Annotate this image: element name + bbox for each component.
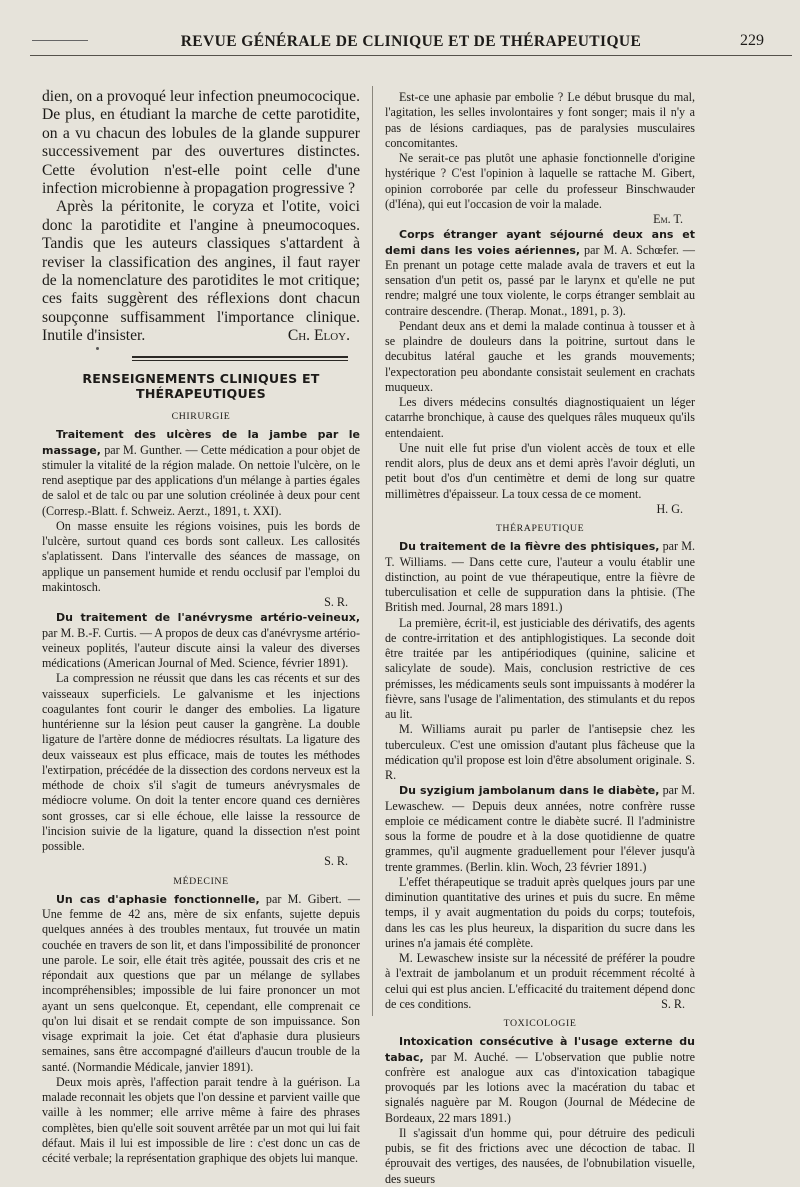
article: Corps étranger ayant séjourné deux ans et demi dans les voies aériennes, par M. A. Schœfer. — En prenant un potage cette malade avala de travers et eut la sensation d'un petit os, passé par le larynx et qu'elle ne put rendre; malgré une toux violente, le corps étranger semblait au contraire descendre. (Therap. Monat., 1891, p. 3). <box>385 228 696 318</box>
signature: S. R. <box>385 752 695 782</box>
article-title: Corps étranger ayant séjourné deux ans et demi dans les voies aériennes, <box>385 228 695 257</box>
article-title: Intoxication consécutive à l'usage externe du tabac, <box>385 1035 695 1064</box>
right-column <box>385 90 695 1187</box>
paragraph: Les divers médecins consultés diagnostiquaient un léger catarrhe bronchique, à cause des quelques râles muqueux qu'ils entendaient. <box>385 395 695 440</box>
subsection-heading: MÉDECINE <box>173 875 229 887</box>
signature: S. R. <box>324 854 348 869</box>
article-title: Du traitement de la fièvre des phtisiques, <box>399 540 660 554</box>
paragraph: Il s'agissait d'un homme qui, pour détruire des pediculi pubis, se fit des frictions avec une décoction de tabac. Il éprouvait des vertiges, des nausées, de l'obnubilation visuelle, des sueurs <box>385 1125 695 1186</box>
paragraph: M. Lewaschew insiste sur la nécessité de préférer la poudre à l'extrait de jambolanum et un produit récemment récolté à celui qui est plus ancien. L'efficacité du traitement dépend donc de ces conditions. S. R. <box>385 951 695 1011</box>
article: Du traitement de l'anévrysme artério-veineux, par M. B.-F. Curtis. — A propos de deux cas d'anévrysme artério-veineux poplités, l'auteur discute ainsi la valeur des diverses médications (American Journal of Med. Science, février 1891). <box>42 611 360 671</box>
left-column <box>42 88 360 1166</box>
paragraph: La compression ne réussit que dans les cas récents et sur des vaisseaux superficiels. Le galvanisme et les injections coagulantes font courir le danger des embolies. La ligature huntérienne sur la lésion peut causer la gangrène. La double ligature de l'artère donne de médiocres résultats. La ligature des deux vaisseaux est plus efficace, mais de toutes les méthodes l'extirpation, précédée de la dissection des cordons nerveux est la méthode de choix s'il s'agit de tumeurs anévrysmales de médiocre volume. On doit la tenter encore quand ces dernières sont grosses, car si elle échoue, elle laisse la ressource de l'incision suivie de la ligature, quand la dissection n'est point possible. <box>42 671 360 854</box>
section-title: RENSEIGNEMENTS CLINIQUES ET THÉRAPEUTIQUES <box>82 370 320 401</box>
article: Du syzigium jambolanum dans le diabète, par M. Lewaschew. — Depuis deux années, notre confrère russe emploie ce médicament contre le diabète sucré. Il l'administre sous la forme de poudre et à la dose quotidienne de quatre grammes, qu'il augmente graduellement pour l'élever jusqu'à trente grammes. (Berlin. klin. Woch, 23 février 1891.) <box>385 783 695 874</box>
paragraph: dien, on a provoqué leur infection pneumococique. De plus, en étudiant la marche de cette parotidite, on a vu chacun des lobules de la glande suppurer successivement par des ouvertures distinctes. Cette évolution n'est-elle point celle d'une infection microbienne à propagation progressive ? <box>42 88 360 198</box>
article-title: Du traitement de l'anévrysme artério-veineux, <box>56 611 360 625</box>
paragraph: Pendant deux ans et demi la malade continua à tousser et à se plaindre de douleurs dans la poitrine, surtout dans le decubitus latéral gauche et les grands mouvements; l'expectoration peu abondante consistait seulement en crachats muqueux. <box>385 318 695 394</box>
running-header <box>30 31 792 56</box>
signature: S. R. <box>324 595 348 610</box>
paragraph: L'effet thérapeutique se traduit après quelques jours par une diminution quantitative des urines et puis du sucre. En même temps, il y avait augmentation du poids du corps; toutefois, dans les cas les plus heureux, la disparition du sucre dans les urines n'a jamais été complète. <box>385 874 695 950</box>
signature: Ch. Eloy. <box>287 327 350 345</box>
subsection-heading: THÉRAPEUTIQUE <box>495 523 585 534</box>
page-number: 229 <box>740 32 764 49</box>
paragraph: M. Williams aurait pu parler de l'antisepsie chez les tuberculeux. C'est une omission d'autant plus fâcheuse que la médication qu'il propose est loin d'être absolument originale. S. R. <box>385 722 695 782</box>
article-title: Du syzigium jambolanum dans le diabète, <box>399 784 660 798</box>
article-title: Traitement des ulcères de la jambe par le massage, <box>42 428 360 457</box>
paragraph: Deux mois après, l'affection parait tendre à la guérison. La malade reconnait les objets que l'on dessine et parvient vaille que vaille à les nommer; elle arrive même à faire des phrases complètes, bien qu'elle soit souvent arrêtée par un mot qui lui fait défaut. Mais il lui est impossible de lire : c'est donc un cas de cécité verbale; la représentation graphique des objets lui manque. <box>42 1074 360 1166</box>
paragraph: Ne serait-ce pas plutôt une aphasie fonctionnelle d'origine hystérique ? C'est l'opinion à laquelle se rattache M. Gibert, opinion corroborée par celle du professeur Binschwauder (d'Iéna), qui eut l'occasion de voir la malade. <box>385 151 695 211</box>
signature: Em. T. <box>653 212 683 226</box>
journal-title: REVUE GÉNÉRALE DE CLINIQUE ET DE THÉRAPEUTIQUE <box>180 33 642 50</box>
section-rules <box>132 356 348 361</box>
subsection-heading: CHIRURGIE <box>171 411 231 423</box>
subsection-heading: TOXICOLOGIE <box>503 1018 577 1029</box>
article: Du traitement de la fièvre des phtisiques, par M. T. Williams. — Dans cette cure, l'auteur a voulu établir une distinction, au point de vue thérapeutique, entre la fièvre de tuberculisation et celle de suppuration dans la phtisie. (The British med. Journal, 28 mars 1891.) <box>385 539 695 615</box>
paragraph: Après la péritonite, le coryza et l'otite, voici donc la parotidite et l'angine à pneumocoques. Tandis que les auteurs classiques s'attardent à reviser la classification des angines, il faut rayer de la nomenclature des parotidites le mot critique; ces faits suggèrent des réflexions dont chacun soupçonne suffisamment l'importance clinique. Inutile d'insister. Ch. Eloy. <box>42 198 360 345</box>
column-divider <box>372 86 373 1016</box>
signature: S. R. <box>661 996 685 1011</box>
article: Traitement des ulcères de la jambe par le massage, par M. Gunther. — Cette médication a pour objet de stimuler la vitalité de la région malade. On nettoie l'ulcère, on le rend aseptique par des applications d'un mélange à parties égales de salol et de talc ou par une solution créolinée à deux pour cent (Corresp.-Blatt. f. Schweiz. Aerzt., 1891, t. XXI). <box>42 428 360 518</box>
signature: H. G. <box>656 501 683 516</box>
paragraph: Est-ce une aphasie par embolie ? Le début brusque du mal, l'agitation, les selles involontaires y font songer; mais il n'y a pas de lésions cardiaques, pas de paralysies musculaires concomitantes. <box>385 90 695 150</box>
article: Un cas d'aphasie fonctionnelle, par M. Gibert. — Une femme de 42 ans, mère de six enfants, sujette depuis quelques années à des troubles mentaux, fut trouvée un matin couchée en travers de son lit, et dans l'impossibilité de prononcer une parole. Le soir, elle était très agitée, poussait des cris et ne répondait aux questions que par un mélange de syllabes incompréhensibles; impossible de lui faire prononcer un mot ayant un sens quelconque. Et, cependant, elle comprenait ce qu'on lui disait et se rendait compte de son impuissance. Son visage exprimait la joie. Cet état d'aphasie dura plusieurs semaines, sans être accompagné d'ailleurs d'aucun trouble de la santé. (Normandie Médicale, janvier 1891). <box>42 891 360 1074</box>
article-title: Un cas d'aphasie fonctionnelle, <box>56 892 260 906</box>
paragraph: Une nuit elle fut prise d'un violent accès de toux et elle rendit alors, plus de deux ans et demi après l'avoir dégluti, un petit bout d'os d'un centimètre et demi de long sur quatre millimètres d'épaisseur. La toux cessa de ce moment. <box>385 440 695 501</box>
paragraph: La première, écrit-il, est justiciable des dérivatifs, des agents de contre-irritation et des antiphlogistiques. La seconde doit être traitée par les antipériodiques (quinine, salicine et salicylate de soude). Mais, conclusion restrictive de ces prémisses, les médicaments seuls sont impuissants à modérer la fièvre, sans l'usage de l'alimentation, des stimulants et du repos au lit. <box>385 615 695 721</box>
paragraph: On masse ensuite les régions voisines, puis les bords de l'ulcère, surtout quand ces bords sont calleux. Les callosités s'aplatissent. Dans l'intervalle des séances de massage, on applique un pansement humide et rendu occlusif par l'emploi du makintosch. <box>42 518 360 594</box>
article: Intoxication consécutive à l'usage externe du tabac, par M. Auché. — L'observation que publie notre confrère est analogue aux cas d'intoxication tabagique provoqués par les lotions avec la macération du tabac et signalés naguère par M. Rougon (Journal de Médecine de Bordeaux, 22 mars 1891.) <box>385 1035 695 1125</box>
